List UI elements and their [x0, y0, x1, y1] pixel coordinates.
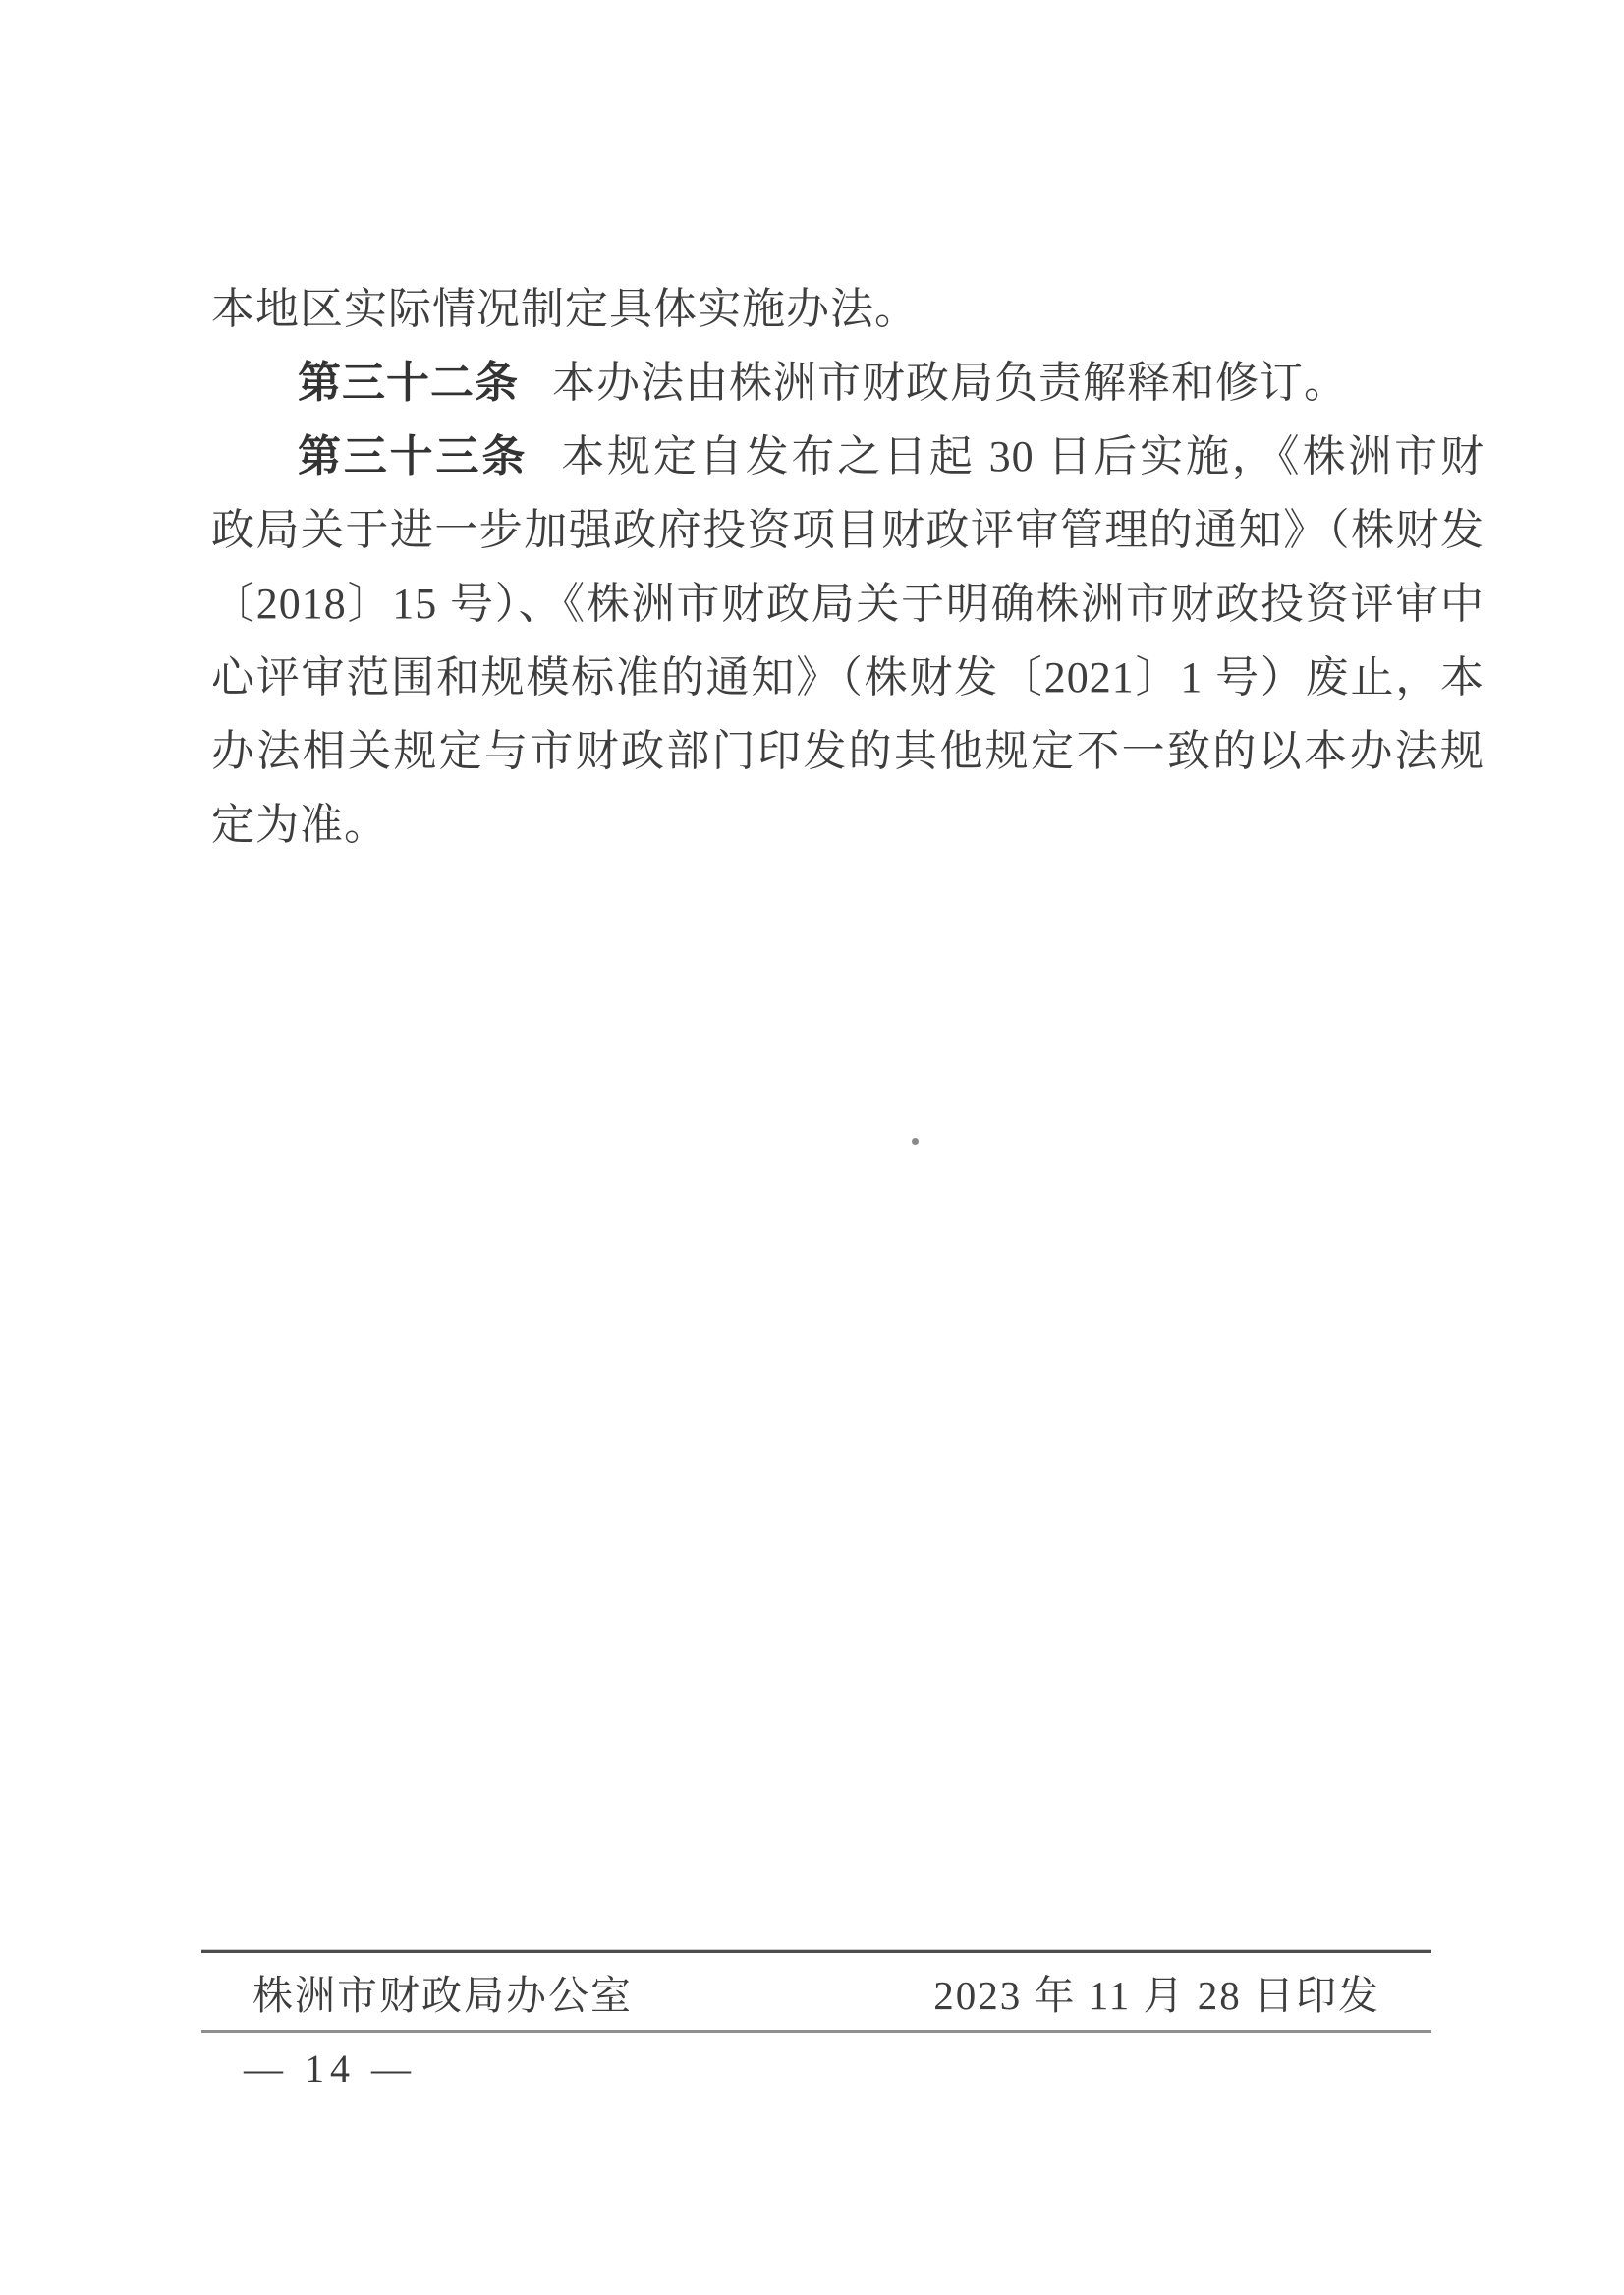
article-33-text-3: 〔2018〕15 号）、《株洲市财政局关于明确株洲市财政投资评审中 — [211, 580, 1484, 628]
footer-print-date: 2023 年 11 月 28 日印发 — [933, 1972, 1380, 2018]
article-33-line-3 — [211, 567, 1484, 641]
document-footer — [201, 1949, 1431, 2033]
scan-speck — [912, 1138, 919, 1145]
body-text — [211, 272, 1484, 862]
article-33-text-2: 政局关于进一步加强政府投资项目财政评审管理的通知》（株财发 — [211, 506, 1484, 554]
article-33-text-6: 定为准。 — [211, 801, 388, 849]
article-32-text: 本办法由株洲市财政局负责解释和修订。 — [552, 359, 1348, 407]
footer-issuer: 株洲市财政局办公室 — [252, 1972, 633, 2018]
article-33-title: 第三十三条 — [298, 432, 529, 480]
article-32-line — [211, 346, 1484, 420]
footer-row — [201, 1953, 1431, 2030]
article-33-text-1: 本规定自发布之日起 30 日后实施，《株洲市财 — [561, 432, 1485, 480]
article-32-title: 第三十二条 — [298, 359, 519, 407]
article-33-line-2 — [211, 493, 1484, 567]
article-33-text-5: 办法相关规定与市财政部门印发的其他规定不一致的以本办法规 — [211, 727, 1484, 775]
article-33-text-4: 心评审范围和规模标准的通知》（株财发〔2021〕1 号）废止，本 — [211, 653, 1484, 701]
article-33-line-6 — [211, 788, 1484, 862]
article-33-line-5 — [211, 714, 1484, 788]
body-line-text: 本地区实际情况制定具体实施办法。 — [211, 285, 919, 333]
footer-rule-bottom — [201, 2030, 1431, 2033]
article-33-line-4 — [211, 641, 1484, 714]
page-number: — 14 — — [244, 2046, 417, 2091]
article-33-line-1 — [211, 420, 1484, 493]
paragraph-continuation-line — [211, 272, 1484, 346]
